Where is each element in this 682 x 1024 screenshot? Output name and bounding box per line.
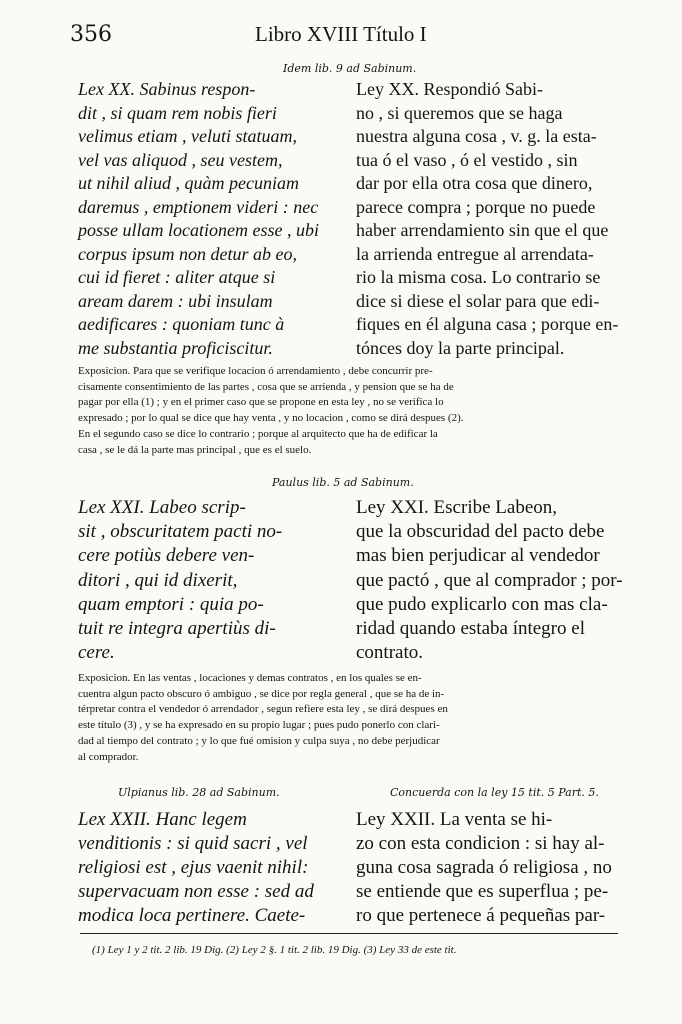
text-line: zo con esta condicion : si hay al- bbox=[356, 833, 605, 854]
text-line: ut nihil aliud , quàm pecuniam bbox=[78, 173, 299, 193]
footnote: (1) Ley 1 y 2 tit. 2 lib. 19 Dig. (2) Ley 2 §. 1 tit. 2 lib. 19 Dig. (3) Ley 33 de este tit. bbox=[92, 944, 457, 956]
text-line: vel vas aliquod , seu vestem, bbox=[78, 149, 283, 170]
text-line: tónces doy la parte principal. bbox=[356, 337, 565, 358]
spanish-column bbox=[356, 78, 622, 360]
text-line: ro que pertenece á pequeñas par- bbox=[356, 905, 606, 926]
text-line: tuit re integra apertiùs di- bbox=[78, 618, 276, 640]
text-line: al comprador. bbox=[78, 750, 139, 763]
text-line: cui id fieret : aliter atque si bbox=[78, 267, 276, 287]
text-line: mas bien perjudicar al vendedor bbox=[356, 545, 600, 567]
source-citation: Ulpianus lib. 28 ad Sabinum. bbox=[118, 786, 280, 799]
text-line: En el segundo caso se dice lo contrario ; porque al arquitecto que ha de edificar la bbox=[78, 427, 438, 440]
footnote-divider bbox=[80, 933, 618, 934]
text-line: expresado ; por lo qual se dice que hay venta , y no locacion , como se dirá despues (2). bbox=[78, 412, 464, 425]
text-line: aream darem : ubi insulam bbox=[78, 290, 273, 311]
text-line: que pudo explicarlo con mas cla- bbox=[356, 593, 608, 615]
spanish-column bbox=[356, 808, 622, 928]
text-line: guna cosa sagrada ó religiosa , no bbox=[356, 857, 612, 878]
text-line: ditori , qui id dixerit, bbox=[78, 569, 238, 591]
text-line: me substantia proficiscitur. bbox=[78, 337, 273, 358]
text-line: dad al tiempo del contrato ; y lo que fué omision y culpa suya , no debe perjudicar bbox=[78, 734, 440, 747]
text-line: Ley XX. Respondió Sabi- bbox=[356, 79, 543, 99]
latin-column bbox=[78, 496, 340, 665]
text-line: supervacuam non esse : sed ad bbox=[78, 881, 314, 902]
exposicion-paragraph bbox=[78, 671, 618, 765]
text-line: que la obscuridad del pacto debe bbox=[356, 521, 605, 543]
text-line: contrato. bbox=[356, 642, 424, 664]
text-line: parece compra ; porque no puede bbox=[356, 196, 596, 217]
text-line: cisamente consentimiento de las partes , cosa que se arrienda , y pension que se ha de bbox=[78, 380, 454, 393]
text-line: dice si diese el solar para que edi- bbox=[356, 290, 600, 311]
text-line: este título (3) , y se ha expresado en su propio lugar ; pues pudo ponerlo con clari- bbox=[78, 719, 440, 732]
text-line: modica loca pertinere. Caete- bbox=[78, 905, 306, 926]
concordance-note: Concuerda con la ley 15 tit. 5 Part. 5. bbox=[390, 786, 599, 799]
latin-column bbox=[78, 78, 346, 360]
text-line: térpretar contra el vendedor ó arrendador , segun refiere esta ley , se dirá despues en bbox=[78, 703, 448, 716]
text-line: la arrienda entregue al arrendata- bbox=[356, 243, 594, 264]
text-line: Ley XXII. La venta se hi- bbox=[356, 809, 553, 830]
exposicion-paragraph bbox=[78, 364, 618, 458]
text-line: Exposicion. En las ventas , locaciones y demas contratos , en los quales se en- bbox=[78, 672, 422, 684]
text-line: casa , se le dá la parte mas principal , que es el suelo. bbox=[78, 443, 312, 456]
text-line: tua ó el vaso , ó el vestido , sin bbox=[356, 149, 578, 170]
text-line: que pactó , que al comprador ; por- bbox=[356, 569, 623, 591]
text-line: rio la misma cosa. Lo contrario se bbox=[356, 267, 601, 287]
text-line: daremus , emptionem videri : nec bbox=[78, 196, 319, 217]
text-line: quam emptori : quia po- bbox=[78, 593, 264, 615]
text-line: se entiende que es superflua ; pe- bbox=[356, 881, 609, 902]
text-line: Lex XXII. Hanc legem bbox=[78, 809, 247, 830]
text-line: dar por ella otra cosa que dinero, bbox=[356, 173, 593, 193]
text-line: Ley XXI. Escribe Labeon, bbox=[356, 497, 558, 518]
page-number: 356 bbox=[70, 22, 112, 47]
text-line: Exposicion. Para que se verifique locacion ó arrendamiento , debe concurrir pre- bbox=[78, 365, 433, 377]
text-line: cere. bbox=[78, 642, 115, 664]
spanish-column bbox=[356, 496, 622, 665]
text-line: nuestra alguna cosa , v. g. la esta- bbox=[356, 126, 597, 146]
text-line: ridad quando estaba íntegro el bbox=[356, 618, 585, 640]
text-line: no , si queremos que se haga bbox=[356, 102, 563, 123]
text-line: velimus etiam , veluti statuam, bbox=[78, 126, 297, 146]
text-line: haber arrendamiento sin que el que bbox=[356, 220, 609, 240]
source-citation: Idem lib. 9 ad Sabinum. bbox=[283, 62, 417, 75]
text-line: dit , si quam rem nobis fieri bbox=[78, 102, 277, 123]
text-line: venditionis : si quid sacri , vel bbox=[78, 833, 308, 854]
text-line: posse ullam locationem esse , ubi bbox=[78, 220, 319, 240]
text-line: Lex XXI. Labeo scrip- bbox=[78, 497, 246, 518]
text-line: pagar por ella (1) ; y en el primer caso que se propone en esta ley , no se verifica lo bbox=[78, 396, 444, 409]
text-line: corpus ipsum non detur ab eo, bbox=[78, 243, 297, 264]
running-title: Libro XVIII Título I bbox=[255, 22, 427, 46]
text-line: cuentra algun pacto obscuro ó ambiguo , se dice por regla general , que se ha de in- bbox=[78, 687, 445, 700]
text-line: Lex XX. Sabinus respon- bbox=[78, 79, 256, 99]
text-line: religiosi est , ejus vaenit nihil: bbox=[78, 857, 309, 878]
text-line: cere potiùs debere ven- bbox=[78, 545, 255, 567]
text-line: fiques en él alguna casa ; porque en- bbox=[356, 314, 619, 334]
source-citation: Paulus lib. 5 ad Sabinum. bbox=[272, 476, 414, 489]
latin-column bbox=[78, 808, 342, 928]
text-line: sit , obscuritatem pacti no- bbox=[78, 521, 283, 543]
text-line: aedificares : quoniam tunc à bbox=[78, 314, 285, 334]
